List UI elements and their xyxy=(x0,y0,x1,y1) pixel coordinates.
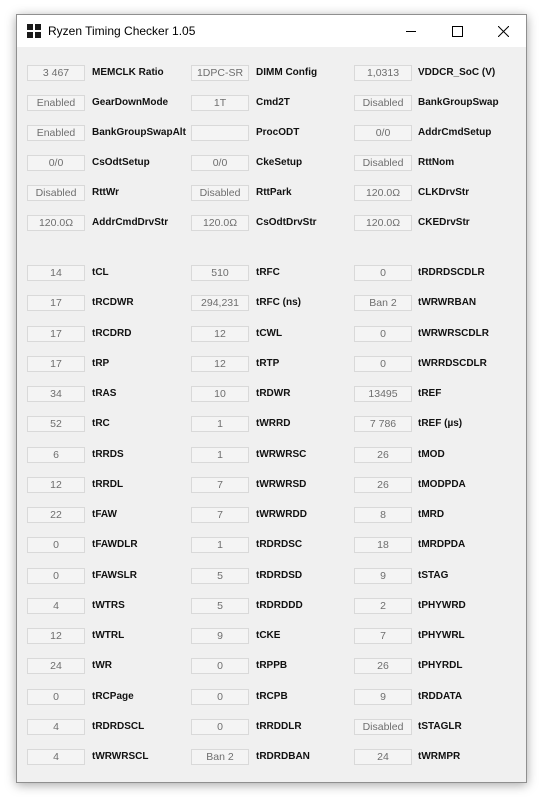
trdrdsc-label: tRDRDSC xyxy=(256,539,303,550)
rttpark-label: RttPark xyxy=(256,187,292,198)
procodt-label: ProcODT xyxy=(256,127,300,138)
tfaw-value[interactable]: 22 xyxy=(27,507,85,523)
procodt-value[interactable] xyxy=(191,125,249,141)
trcdrd-label: tRCDRD xyxy=(92,328,132,339)
addrcmddrvstr-value[interactable]: 120.0Ω xyxy=(27,215,85,231)
bankgroupswapalt-value[interactable]: Enabled xyxy=(27,125,85,141)
tmodpda-value[interactable]: 26 xyxy=(354,477,412,493)
trfc-label: tRFC xyxy=(256,267,280,278)
tphywrd-label: tPHYWRD xyxy=(418,600,466,611)
twrwrscl-value[interactable]: 4 xyxy=(27,749,85,765)
twrwrban-value[interactable]: Ban 2 xyxy=(354,295,412,311)
trcdrd-value[interactable]: 17 xyxy=(27,326,85,342)
ckedrvstr-label: CKEDrvStr xyxy=(418,217,470,228)
maximize-icon xyxy=(452,26,463,37)
trdrdban-value[interactable]: Ban 2 xyxy=(191,749,249,765)
rttwr-value[interactable]: Disabled xyxy=(27,185,85,201)
tphywrl-label: tPHYWRL xyxy=(418,630,465,641)
tmod-value[interactable]: 26 xyxy=(354,447,412,463)
csodtsetup-label: CsOdtSetup xyxy=(92,157,150,168)
csodtsetup-value[interactable]: 0/0 xyxy=(27,155,85,171)
trppb-value[interactable]: 0 xyxy=(191,658,249,674)
bankgroupswapalt-label: BankGroupSwapAlt xyxy=(92,127,186,138)
rttwr-label: RttWr xyxy=(92,187,120,198)
vddcr-soc-v-value[interactable]: 1,0313 xyxy=(354,65,412,81)
trcdwr-label: tRCDWR xyxy=(92,297,134,308)
memclk-ratio-value[interactable]: 3 467 xyxy=(27,65,85,81)
cmd2t-value[interactable]: 1T xyxy=(191,95,249,111)
trddata-value[interactable]: 9 xyxy=(354,689,412,705)
trrds-label: tRRDS xyxy=(92,449,124,460)
tstaglr-value[interactable]: Disabled xyxy=(354,719,412,735)
cmd2t-label: Cmd2T xyxy=(256,97,290,108)
twr-value[interactable]: 24 xyxy=(27,658,85,674)
trdrdscl-label: tRDRDSCL xyxy=(92,721,145,732)
csodtdrvstr-value[interactable]: 120.0Ω xyxy=(191,215,249,231)
minimize-icon xyxy=(406,26,416,36)
tfawdlr-label: tFAWDLR xyxy=(92,539,138,550)
trrdl-label: tRRDL xyxy=(92,479,124,490)
trdwr-value[interactable]: 10 xyxy=(191,386,249,402)
trcpage-label: tRCPage xyxy=(92,691,134,702)
tmrdpda-value[interactable]: 18 xyxy=(354,537,412,553)
dimm-config-value[interactable]: 1DPC-SR xyxy=(191,65,249,81)
dimm-config-label: DIMM Config xyxy=(256,67,318,78)
tras-label: tRAS xyxy=(92,388,117,399)
tcwl-label: tCWL xyxy=(256,328,283,339)
csodtdrvstr-label: CsOdtDrvStr xyxy=(256,217,317,228)
tref-s-value[interactable]: 7 786 xyxy=(354,416,412,432)
tmrd-label: tMRD xyxy=(418,509,445,520)
trppb-label: tRPPB xyxy=(256,660,288,671)
clkdrvstr-label: CLKDrvStr xyxy=(418,187,470,198)
trdrdscl-value[interactable]: 4 xyxy=(27,719,85,735)
geardownmode-value[interactable]: Enabled xyxy=(27,95,85,111)
trfc-ns-label: tRFC (ns) xyxy=(256,297,301,308)
close-icon xyxy=(498,26,509,37)
rttpark-value[interactable]: Disabled xyxy=(191,185,249,201)
tphywrl-value[interactable]: 7 xyxy=(354,628,412,644)
trc-label: tRC xyxy=(92,418,110,429)
twrwrsd-value[interactable]: 7 xyxy=(191,477,249,493)
tstag-value[interactable]: 9 xyxy=(354,568,412,584)
twrwrsc-label: tWRWRSC xyxy=(256,449,307,460)
tras-value[interactable]: 34 xyxy=(27,386,85,402)
app-icon xyxy=(27,24,41,38)
bankgroupswap-label: BankGroupSwap xyxy=(418,97,499,108)
trcpage-value[interactable]: 0 xyxy=(27,689,85,705)
twrmpr-value[interactable]: 24 xyxy=(354,749,412,765)
trtp-label: tRTP xyxy=(256,358,280,369)
clkdrvstr-value[interactable]: 120.0Ω xyxy=(354,185,412,201)
ckesetup-label: CkeSetup xyxy=(256,157,303,168)
tphywrd-value[interactable]: 2 xyxy=(354,598,412,614)
twrwrscl-label: tWRWRSCL xyxy=(92,751,149,762)
twrwrban-label: tWRWRBAN xyxy=(418,297,477,308)
ckedrvstr-value[interactable]: 120.0Ω xyxy=(354,215,412,231)
tcke-label: tCKE xyxy=(256,630,281,641)
twrwrscdlr-value[interactable]: 0 xyxy=(354,326,412,342)
twtrl-value[interactable]: 12 xyxy=(27,628,85,644)
tfawslr-value[interactable]: 0 xyxy=(27,568,85,584)
twrwrsc-value[interactable]: 1 xyxy=(191,447,249,463)
addrcmdsetup-label: AddrCmdSetup xyxy=(418,127,492,138)
trdwr-label: tRDWR xyxy=(256,388,291,399)
tcwl-value[interactable]: 12 xyxy=(191,326,249,342)
tphyrdl-label: tPHYRDL xyxy=(418,660,463,671)
window-title: Ryzen Timing Checker 1.05 xyxy=(48,24,196,38)
tmrdpda-label: tMRDPDA xyxy=(418,539,466,550)
trrddlr-value[interactable]: 0 xyxy=(191,719,249,735)
tcke-value[interactable]: 9 xyxy=(191,628,249,644)
tcl-value[interactable]: 14 xyxy=(27,265,85,281)
rttnom-value[interactable]: Disabled xyxy=(354,155,412,171)
tstag-label: tSTAG xyxy=(418,570,449,581)
twrmpr-label: tWRMPR xyxy=(418,751,461,762)
trddata-label: tRDDATA xyxy=(418,691,463,702)
tmrd-value[interactable]: 8 xyxy=(354,507,412,523)
tref-value[interactable]: 13495 xyxy=(354,386,412,402)
twrrd-value[interactable]: 1 xyxy=(191,416,249,432)
trdrddd-label: tRDRDDD xyxy=(256,600,303,611)
tfaw-label: tFAW xyxy=(92,509,117,520)
trcdwr-value[interactable]: 17 xyxy=(27,295,85,311)
twrwrdd-label: tWRWRDD xyxy=(256,509,307,520)
rttnom-label: RttNom xyxy=(418,157,455,168)
tstaglr-label: tSTAGLR xyxy=(418,721,462,732)
trdrdsc-value[interactable]: 1 xyxy=(191,537,249,553)
twrrdscdlr-value[interactable]: 0 xyxy=(354,356,412,372)
twrrdscdlr-label: tWRRDSCDLR xyxy=(418,358,487,369)
trdrddd-value[interactable]: 5 xyxy=(191,598,249,614)
trrdl-value[interactable]: 12 xyxy=(27,477,85,493)
vddcr-soc-v-label: VDDCR_SoC (V) xyxy=(418,67,496,78)
twrwrscdlr-label: tWRWRSCDLR xyxy=(418,328,489,339)
trdrdsd-value[interactable]: 5 xyxy=(191,568,249,584)
twrrd-label: tWRRD xyxy=(256,418,291,429)
tref-s-label: tREF (µs) xyxy=(418,418,463,429)
tmod-label: tMOD xyxy=(418,449,445,460)
trtp-value[interactable]: 12 xyxy=(191,356,249,372)
tphyrdl-value[interactable]: 26 xyxy=(354,658,412,674)
twr-label: tWR xyxy=(92,660,112,671)
trcpb-label: tRCPB xyxy=(256,691,288,702)
trdrdscdlr-label: tRDRDSCDLR xyxy=(418,267,485,278)
trp-label: tRP xyxy=(92,358,110,369)
addrcmddrvstr-label: AddrCmdDrvStr xyxy=(92,217,169,228)
trc-value[interactable]: 52 xyxy=(27,416,85,432)
trfc-value[interactable]: 510 xyxy=(191,265,249,281)
tfawdlr-value[interactable]: 0 xyxy=(27,537,85,553)
twtrs-label: tWTRS xyxy=(92,600,125,611)
geardownmode-label: GearDownMode xyxy=(92,97,169,108)
twrwrsd-label: tWRWRSD xyxy=(256,479,307,490)
tfawslr-label: tFAWSLR xyxy=(92,570,137,581)
addrcmdsetup-value[interactable]: 0/0 xyxy=(354,125,412,141)
trdrdscdlr-value[interactable]: 0 xyxy=(354,265,412,281)
trrddlr-label: tRRDDLR xyxy=(256,721,302,732)
trp-value[interactable]: 17 xyxy=(27,356,85,372)
app-window xyxy=(16,14,527,783)
ckesetup-value[interactable]: 0/0 xyxy=(191,155,249,171)
minimize-button[interactable] xyxy=(388,15,434,47)
tref-label: tREF xyxy=(418,388,442,399)
twtrl-label: tWTRL xyxy=(92,630,125,641)
trfc-ns-value[interactable]: 294,231 xyxy=(191,295,249,311)
tcl-label: tCL xyxy=(92,267,109,278)
tmodpda-label: tMODPDA xyxy=(418,479,466,490)
twrwrdd-value[interactable]: 7 xyxy=(191,507,249,523)
maximize-button[interactable] xyxy=(434,15,480,47)
twtrs-value[interactable]: 4 xyxy=(27,598,85,614)
trrds-value[interactable]: 6 xyxy=(27,447,85,463)
bankgroupswap-value[interactable]: Disabled xyxy=(354,95,412,111)
timings-panel xyxy=(17,47,526,782)
close-button[interactable] xyxy=(480,15,526,47)
trdrdban-label: tRDRDBAN xyxy=(256,751,310,762)
trcpb-value[interactable]: 0 xyxy=(191,689,249,705)
memclk-ratio-label: MEMCLK Ratio xyxy=(92,67,164,78)
trdrdsd-label: tRDRDSD xyxy=(256,570,303,581)
title-bar[interactable] xyxy=(17,15,526,47)
